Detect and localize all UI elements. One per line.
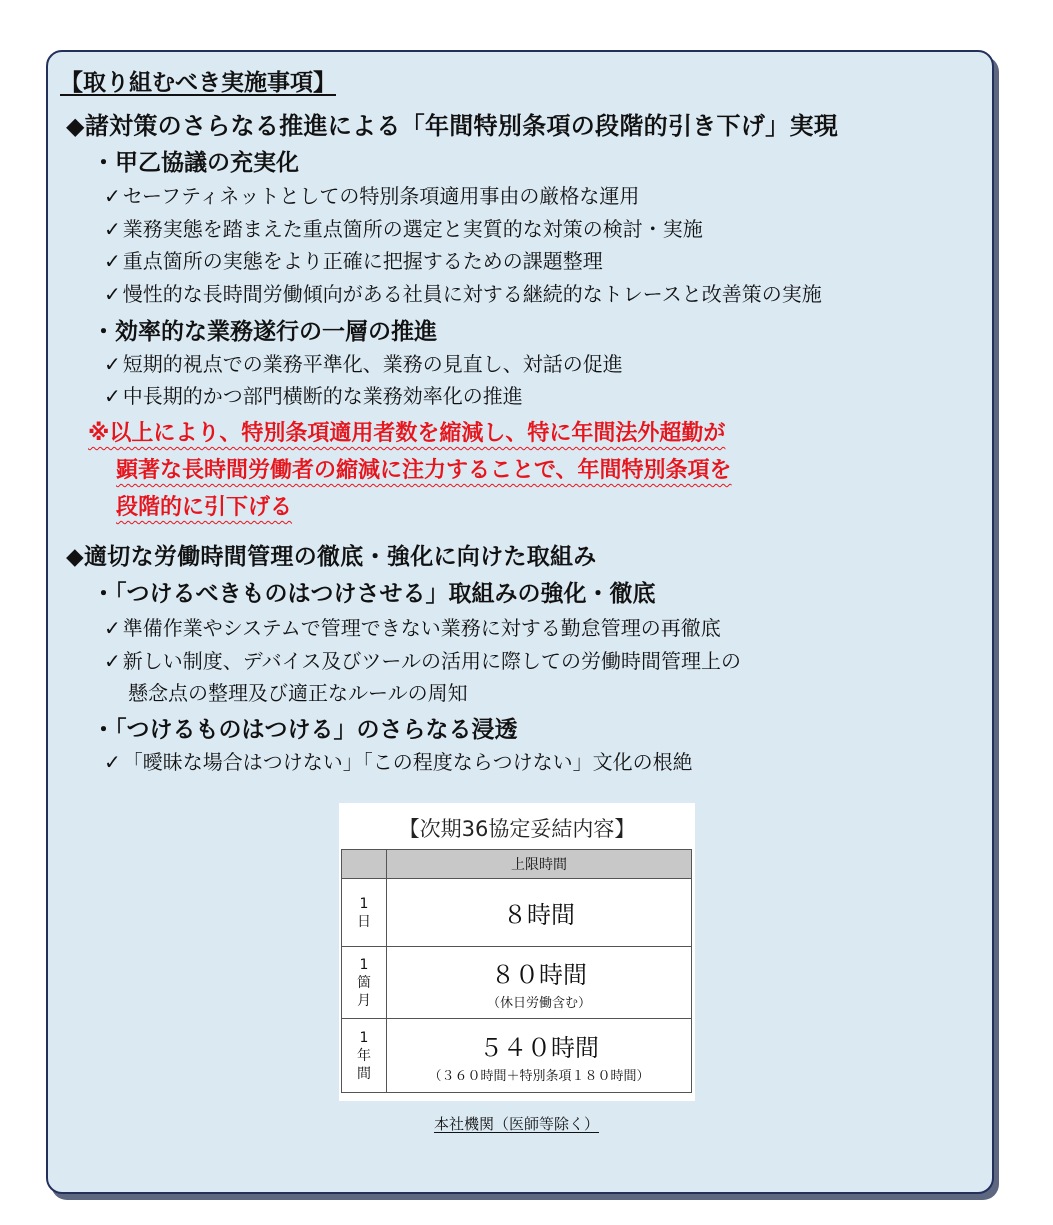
row-value: ８０時間 （休日労働含む） [387, 947, 692, 1019]
row-note: （３６０時間＋特別条項１８０時間） [428, 1068, 650, 1084]
row-value: ５４０時間 （３６０時間＋特別条項１８０時間） [387, 1019, 692, 1093]
table-header-cell: 上限時間 [387, 850, 692, 879]
check-icon: ✓ [104, 352, 121, 376]
table-caption: 【次期36協定妥結内容】 [398, 817, 636, 841]
note-line: 段階的に引下げる [116, 495, 293, 520]
list-item: ✓ 慢性的な長時間労働傾向がある社員に対する継続的なトレースと改善策の実施 [104, 282, 822, 306]
section1-sub1-heading: ・甲乙協議の充実化 [92, 150, 299, 176]
row-value: ８時間 [387, 879, 692, 947]
check-icon: ✓ [104, 249, 121, 273]
list-item: ✓ 準備作業やシステムで管理できない業務に対する勤怠管理の再徹底 [104, 616, 721, 640]
agreement-table [341, 849, 692, 1093]
section2-sub1-heading: ・「つけるべきものはつけさせる」取組みの強化・徹底 [92, 581, 656, 607]
check-icon: ✓ [104, 282, 121, 306]
list-item: ✓ 重点箇所の実態をより正確に把握するための課題整理 [104, 249, 603, 273]
table-row [342, 879, 692, 947]
check-icon: ✓ [104, 649, 121, 673]
check-icon: ✓ [104, 616, 121, 640]
note-line: 顕著な長時間労働者の縮減に注力することで、年間特別条項を [116, 458, 732, 483]
note-line: ※以上により、特別条項適用者数を縮減し、特に年間法外超勤が [88, 421, 726, 446]
check-icon: ✓ [104, 184, 121, 208]
check-icon: ✓ [104, 384, 121, 408]
table-header-row [342, 850, 692, 879]
table-row [342, 1019, 692, 1093]
section1-sub2-heading: ・効率的な業務遂行の一層の推進 [92, 319, 437, 345]
list-item: ✓ 短期的視点での業務平準化、業務の見直し、対話の促進 [104, 352, 623, 376]
list-item: ✓ 業務実態を踏まえた重点箇所の選定と実質的な対策の検討・実施 [104, 217, 703, 241]
row-note: （休日労働含む） [486, 995, 591, 1011]
list-item: ✓ 中長期的かつ部門横断的な業務効率化の推進 [104, 384, 523, 408]
page-title: 【取り組むべき実施事項】 [60, 70, 336, 96]
agreement-table-card [339, 803, 695, 1101]
section2-heading: ◆適切な労働時間管理の徹底・強化に向けた取組み [66, 544, 597, 570]
list-item: ✓ セーフティネットとしての特別条項適用事由の厳格な運用 [104, 184, 640, 208]
section2-sub2-heading: ・「つけるものはつける」のさらなる浸透 [92, 717, 518, 743]
row-label: 1 年 間 [342, 1019, 387, 1093]
row-label: 1 箇 月 [342, 947, 387, 1019]
table-footnote: 本社機関（医師等除く） [433, 1115, 599, 1133]
list-item-continuation: 懸念点の整理及び適正なルールの周知 [128, 681, 468, 705]
list-item: ✓ 「曖昧な場合はつけない」「この程度ならつけない」文化の根絶 [104, 750, 693, 774]
row-label: 1 日 [342, 879, 387, 947]
list-item: ✓ 新しい制度、デバイス及びツールの活用に際しての労働時間管理上の [104, 649, 741, 673]
check-icon: ✓ [104, 750, 121, 774]
section1-heading: ◆諸対策のさらなる推進による「年間特別条項の段階的引き下げ」実現 [66, 112, 839, 140]
check-icon: ✓ [104, 217, 121, 241]
table-row [342, 947, 692, 1019]
table-corner-cell [342, 850, 387, 879]
